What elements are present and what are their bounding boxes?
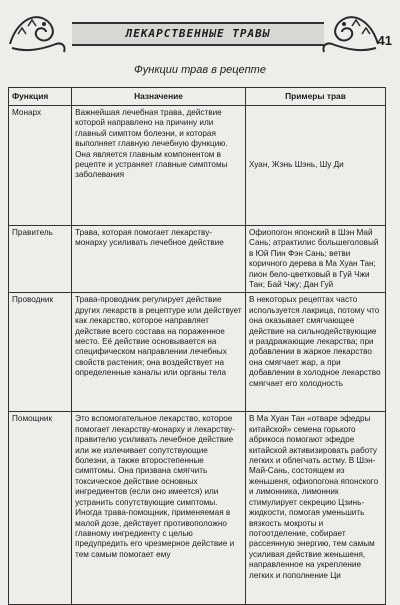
purpose-cell: Это вспомогательное лекарство, которое помогает лекарству-монарху и лекарству-правителю усиливать лечебное действие или же излечивает сопутствующие болезни, а также второстепенные симптомы. Она призвана смягчить токсическое действие основных ингредиентов (если оно имеется) или устранить сопутствующие симптомы. Иногда трава-помощник, применяемая в малой дозе, действует противоположно главному ингредиенту с целью предупредить его чрезмерное действие и тем самым помогает ему (72, 412, 246, 605)
table-row (9, 293, 386, 412)
page-number: 41 (377, 33, 392, 48)
table-header-row (9, 88, 386, 106)
purpose-cell: Трава, которая помогает лекарству-монарху усиливать лечебное действие (72, 226, 246, 293)
table-row (9, 226, 386, 293)
purpose-cell: Трава-проводник регулирует действие других лекарств в рецептуре или действует как лекарство, которое направляет действие всего состава на пораженное место. Её действие основывается на специфическом направлении лечебных свойств растения; она воздействует на определенные каналы или органы тела (72, 293, 246, 412)
function-cell: Проводник (9, 293, 72, 412)
examples-cell: Офиопогон японский в Шэн Май Сань; атрактилис большеголовый в Юй Пин Фэн Сань; ветви коричного дерева в Ма Хуан Тан; пион бело-цветковый в Гуй Чжи Тан; Бай Чжу; Дан Гуй (245, 226, 385, 293)
header-title-band (72, 22, 324, 46)
dragon-ornament-icon (6, 4, 68, 58)
examples-cell: В Ма Хуан Тан «отваре эфедры китайской» семена горького абрикоса помогают эфедре китайской активизировать работу легких и облегчать астму. В Шэн-Май-Сань, состоящем из женьшеня, офиопогона японского и лимонника, лимонник стимулирует секрецию Цзинь-жидкости, помогая уменьшить вязкость мокроты и потоотделение, собирает рассеянную энергию, тем самым усиливая действие женьшеня, направленное на укрепление легких и пополнение Ци (245, 412, 385, 605)
table-row (9, 106, 386, 226)
examples-cell: Хуан, Жэнь Шэнь, Шу Ди (245, 106, 385, 226)
book-title: ЛЕКАРСТВЕННЫЕ ТРАВЫ (125, 27, 271, 40)
examples-cell: В некоторых рецептах часто используется лакрица, потому что она оказывает смягчающее действие на сильнодействующие и раздражающие лекарства; при добавлении в жаркое лекарство она смягчает жар, а при добавлении в холодное лекарство смягчает его холодность (245, 293, 385, 412)
column-header: Функция (9, 88, 72, 106)
dragon-ornament-icon (320, 4, 382, 58)
column-header: Примеры трав (245, 88, 385, 106)
function-cell: Правитель (9, 226, 72, 293)
table-row (9, 412, 386, 605)
page-header (0, 0, 400, 62)
section-title: Функции трав в рецепте (134, 64, 266, 76)
herb-functions-table (8, 87, 386, 605)
purpose-cell: Важнейшая лечебная трава, действие которой направлено на причину или главный симптом болезни, и которая выполняет главную лечебную функцию. Она является главным компонентом в рецепте и устраняет главные симптомы заболевания (72, 106, 246, 226)
function-cell: Помощник (9, 412, 72, 605)
function-cell: Монарх (9, 106, 72, 226)
column-header: Назначение (72, 88, 246, 106)
